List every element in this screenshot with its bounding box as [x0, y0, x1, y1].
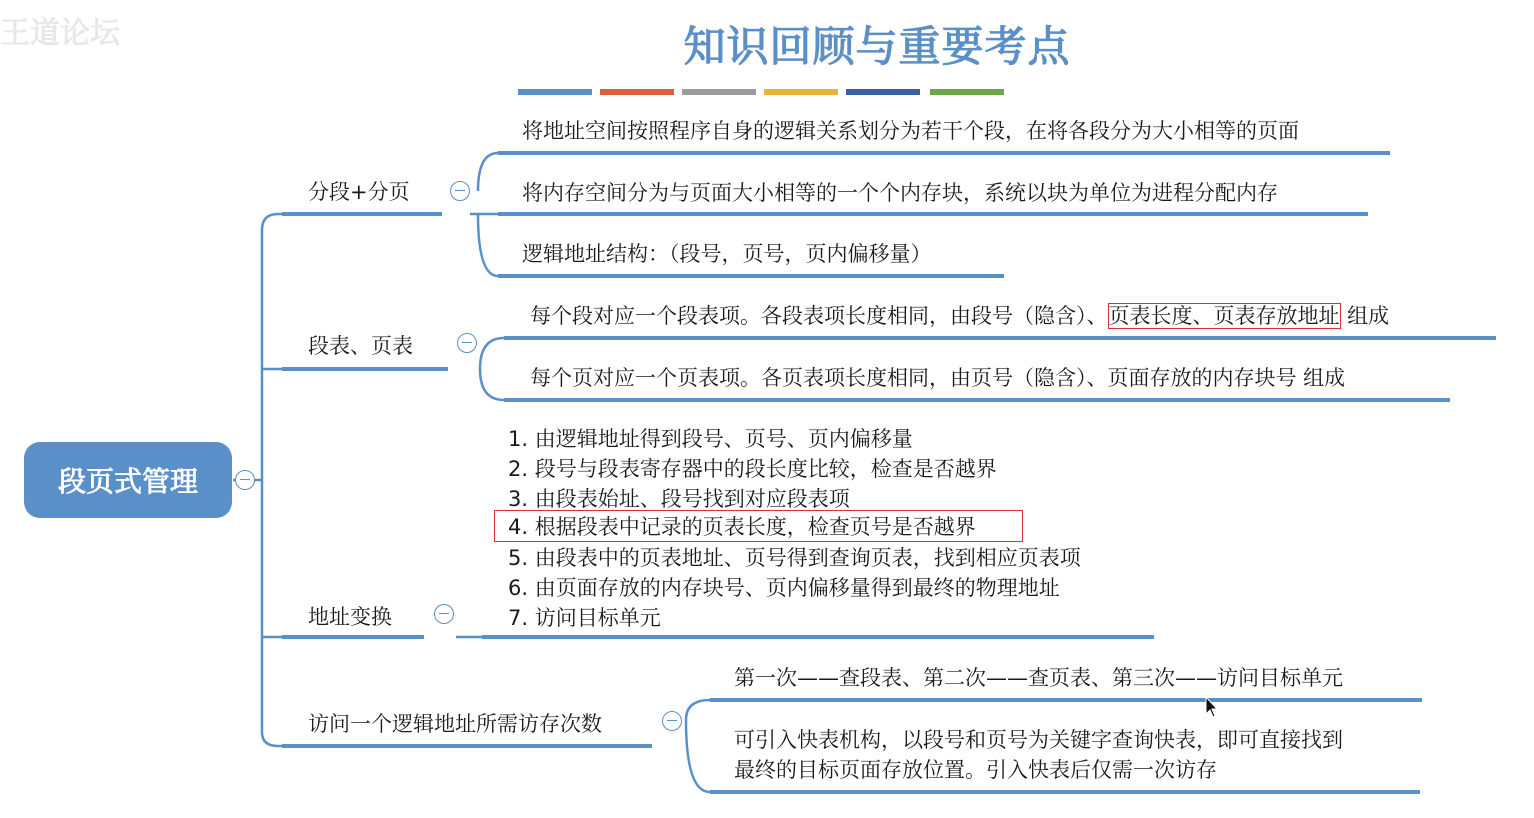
leaf-text	[530, 301, 1389, 331]
branch-label-address-translation[interactable]: 地址变换	[308, 605, 392, 629]
leaf-text-part: 每个段对应一个段表项。各段表项长度相同，由段号（隐含）、	[530, 304, 1108, 328]
watermark: 王道论坛	[0, 16, 120, 51]
step-item: 5. 由段表中的页表地址、页号得到查询页表，找到相应页表项	[508, 546, 1081, 570]
highlight-box: 页表长度、页表存放地址	[1108, 304, 1340, 328]
branch-label-memory-access-count[interactable]: 访问一个逻辑地址所需访存次数	[308, 712, 602, 736]
step-item: 3. 由段表始址、段号找到对应段表项	[508, 487, 850, 511]
leaf-text: 可引入快表机构，以段号和页号为关键字查询快表，即可直接找到	[734, 728, 1343, 752]
leaf-text: 将地址空间按照程序自身的逻辑关系划分为若干个段，在将各段分为大小相等的页面	[522, 119, 1299, 143]
leaf-text: 将内存空间分为与页面大小相等的一个个内存块，系统以块为单位为进程分配内存	[522, 181, 1278, 205]
root-node[interactable]: 段页式管理	[24, 442, 232, 518]
collapse-icon[interactable]	[457, 333, 477, 353]
step-item: 2. 段号与段表寄存器中的段长度比较，检查是否越界	[508, 457, 997, 481]
leaf-text: 最终的目标页面存放位置。引入快表后仅需一次访存	[734, 758, 1217, 782]
step-item: 1. 由逻辑地址得到段号、页号、页内偏移量	[508, 427, 913, 451]
leaf-text-part: 组成	[1340, 304, 1390, 328]
step-item-highlighted: 4. 根据段表中记录的页表长度，检查页号是否越界	[508, 515, 976, 539]
step-item: 7. 访问目标单元	[508, 606, 661, 630]
branch-label-segment-paging[interactable]: 分段+分页	[308, 180, 410, 204]
leaf-text: 第一次——查段表、第二次——查页表、第三次——访问目标单元	[734, 666, 1343, 690]
collapse-icon[interactable]	[434, 604, 454, 624]
collapse-icon[interactable]	[450, 181, 470, 201]
collapse-icon[interactable]	[235, 470, 255, 490]
branch-label-tables[interactable]: 段表、页表	[308, 334, 413, 358]
step-item: 6. 由页面存放的内存块号、页内偏移量得到最终的物理地址	[508, 576, 1060, 600]
leaf-text: 每个页对应一个页表项。各页表项长度相同，由页号（隐含）、页面存放的内存块号 组成	[530, 366, 1346, 390]
leaf-text: 逻辑地址结构：（段号，页号，页内偏移量）	[522, 242, 932, 266]
page-title: 知识回顾与重要考点	[683, 22, 1071, 71]
collapse-icon[interactable]	[662, 711, 682, 731]
